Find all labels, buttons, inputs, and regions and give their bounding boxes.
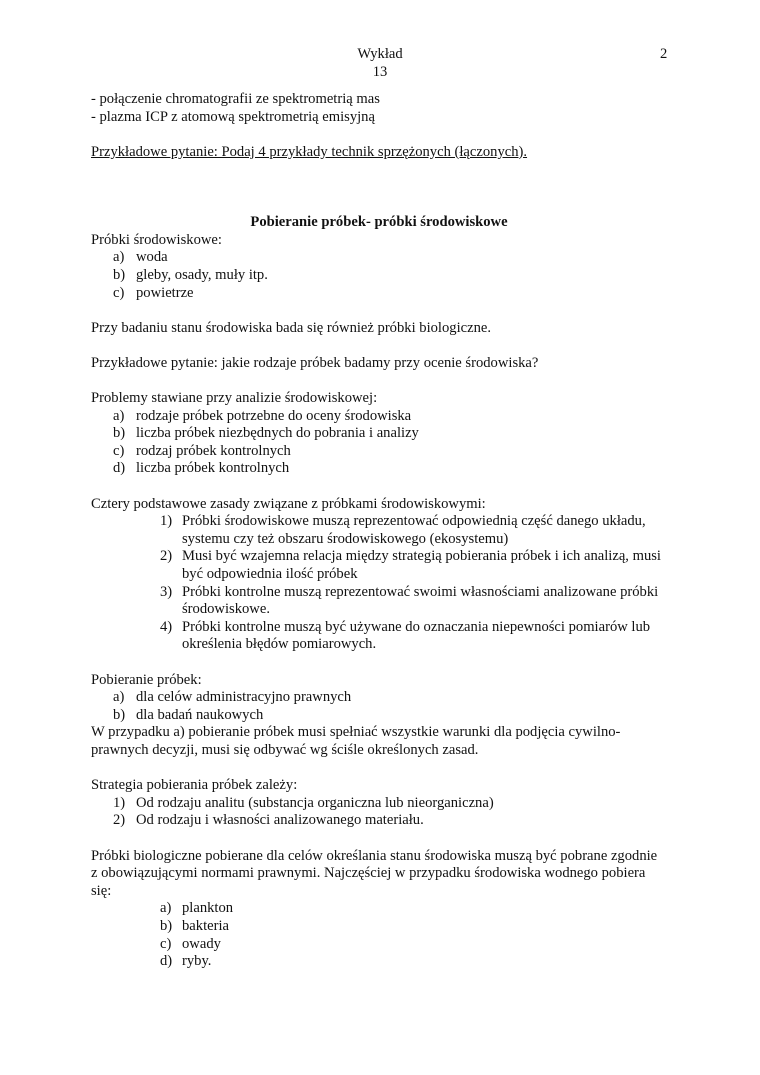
intro-item: - plazma ICP z atomową spektrometrią emisyjną	[91, 108, 375, 125]
page-number: 2	[660, 46, 668, 62]
list-item: a) dla celów administracyjno prawnych	[113, 689, 352, 706]
list-item: d) liczba próbek kontrolnych	[113, 460, 290, 477]
sampling-label: Pobieranie próbek:	[91, 671, 202, 688]
list-item: c) powietrze	[113, 284, 194, 301]
list-item: 1) Od rodzaju analitu (substancja organiczna lub nieorganiczna)	[113, 794, 494, 811]
section-heading: Pobieranie próbek- próbki środowiskowe	[250, 214, 508, 231]
principles-label: Cztery podstawowe zasady związane z próbkami środowiskowymi:	[91, 495, 486, 512]
list-item: d) ryby.	[160, 953, 212, 970]
list-item: a) plankton	[160, 900, 234, 917]
list-item: a) woda	[113, 249, 168, 266]
bio-note: Przy badaniu stanu środowiska bada się również próbki biologiczne.	[91, 319, 492, 336]
bio-samples-list	[91, 900, 671, 970]
list-item: c) owady	[160, 935, 221, 952]
strategy-list	[91, 795, 671, 830]
sampling-list	[91, 689, 671, 724]
bio-paragraph: Próbki biologiczne pobierane dla celów określania stanu środowiska muszą być pobrane zgodnie z obowiązującymi normami prawnymi. Najczęściej w przypadku środowiska wodnego pobiera się:	[91, 847, 658, 899]
list-item: b) dla badań naukowych	[113, 706, 264, 723]
list-item: 1) Próbki środowiskowe muszą reprezentować odpowiednią część danego układu, systemu czy też obszaru środowiskowego (ekosystemu)	[160, 513, 646, 547]
list-item: 3) Próbki kontrolne muszą reprezentować swoimi własnościami analizowane próbki środowiskowe.	[160, 583, 659, 618]
sampling-note: W przypadku a) pobieranie próbek musi spełniać wszystkie warunki dla podjęcia cywilno-prawnych decyzji, musi się odbywać wg ściśle określonych zasad.	[91, 724, 621, 758]
header-title-line2: 13	[372, 64, 388, 80]
list-item: b) liczba próbek niezbędnych do pobrania i analizy	[113, 425, 419, 442]
list-item: 2) Musi być wzajemna relacja między strategią pobierania próbek i ich analizą, musi być odpowiednia ilość próbek	[160, 548, 661, 583]
problems-list	[91, 408, 671, 478]
page-header-title	[0, 45, 760, 81]
samples-label: Próbki środowiskowe:	[91, 231, 222, 248]
list-item: b) gleby, osady, muły itp.	[113, 266, 268, 283]
list-item: 4) Próbki kontrolne muszą być używane do oznaczania niepewności pomiarów lub określenia błędów pomiarowych.	[160, 618, 651, 653]
samples-list	[91, 249, 671, 302]
header-title-line1: Wykład	[357, 46, 403, 62]
example-question-2: Przykładowe pytanie: jakie rodzaje próbek badamy przy ocenie środowiska?	[91, 354, 539, 371]
intro-item: - połączenie chromatografii ze spektrometrią mas	[91, 91, 380, 107]
list-item: a) rodzaje próbek potrzebne do oceny środowiska	[113, 407, 412, 424]
document-body	[91, 91, 671, 971]
example-question-1: Przykładowe pytanie: Podaj 4 przykłady technik sprzężonych (łączonych).	[91, 143, 528, 160]
list-item: 2) Od rodzaju i własności analizowanego materiału.	[113, 812, 424, 829]
list-item: b) bakteria	[160, 917, 229, 934]
principles-list	[91, 513, 671, 654]
problems-label: Problemy stawiane przy analizie środowiskowej:	[91, 390, 378, 407]
list-item: c) rodzaj próbek kontrolnych	[113, 442, 291, 459]
strategy-label: Strategia pobierania próbek zależy:	[91, 777, 298, 794]
